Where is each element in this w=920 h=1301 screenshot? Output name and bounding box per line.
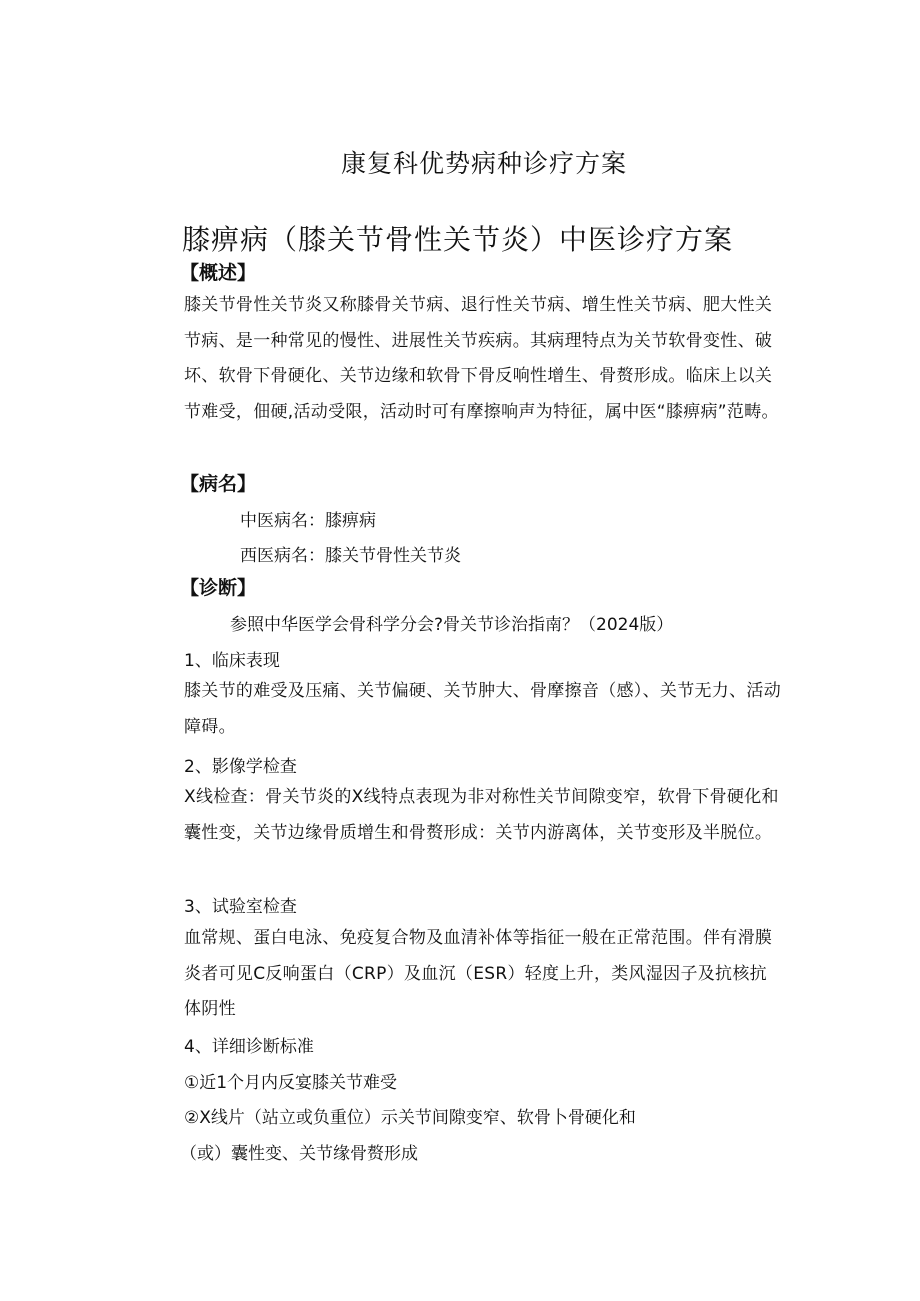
item1-text: 膝关节的难受及压痛、关节偏硬、关节肿大、骨摩擦音（感）、关节无力、活动障碍。 (184, 681, 781, 737)
disease-name-heading: 【病名】 (180, 473, 257, 495)
overview-heading: 【概述】 (180, 262, 257, 284)
overview-text: 膝关节骨性关节炎又称膝骨关节病、退行性关节病、增生性关节病、肥大性关节病、是一种常见的慢性、进展性关节疾病。其病理特点为关节软骨变性、破坏、软骨下骨硬化、关节边缘和软骨下骨反响性增生、骨赘形成。临床上以关节难受，佃硬,活动受限，活动时可有摩擦响声为特征，属中医“膝痹病”范畴。 (184, 295, 779, 422)
document-subtitle: 膝痹病（膝关节骨性关节炎）中医诊疗方案 (182, 223, 734, 256)
item3-text: 血常规、蛋白电泳、免疫复合物及血清补体等指征一般在正常范围。伴有滑膜炎者可见C反响蛋白（CRP）及血沉（ESR）轻度上升，类风湿因子及抗核抗体阴性 (184, 928, 773, 1019)
document-title: 康复科优势病种诊疗方案 (340, 149, 627, 178)
criterion-2-line1: ②X线片（站立或负重位）示关节间隙变窄、软骨卜骨硬化和 (184, 1108, 636, 1128)
item3-title: 3、试验室检查 (184, 897, 297, 917)
diagnosis-heading: 【诊断】 (180, 577, 257, 599)
diagnosis-reference: 参照中华医学会骨科学分会?骨关节诊治指南？（2024版） (230, 615, 674, 635)
criterion-2-line2: （或）囊性变、关节缘骨赘形成 (180, 1144, 418, 1164)
western-disease-name: 西医病名：膝关节骨性关节炎 (240, 546, 461, 566)
item4-title: 4、详细诊断标准 (184, 1037, 314, 1057)
tcm-disease-name: 中医病名：膝痹病 (240, 511, 376, 531)
item2-text: X线检查：骨关节炎的X线特点表现为非对称性关节间隙变窄，软骨下骨硬化和囊性变，关节边缘骨质增生和骨赘形成：关节内游离体，关节变形及半脱位。 (184, 787, 779, 843)
item1-title: 1、临床表现 (184, 651, 280, 671)
item2-title: 2、影像学检查 (184, 757, 297, 777)
criterion-1: ①近1个月内反宴膝关节难受 (184, 1073, 398, 1093)
